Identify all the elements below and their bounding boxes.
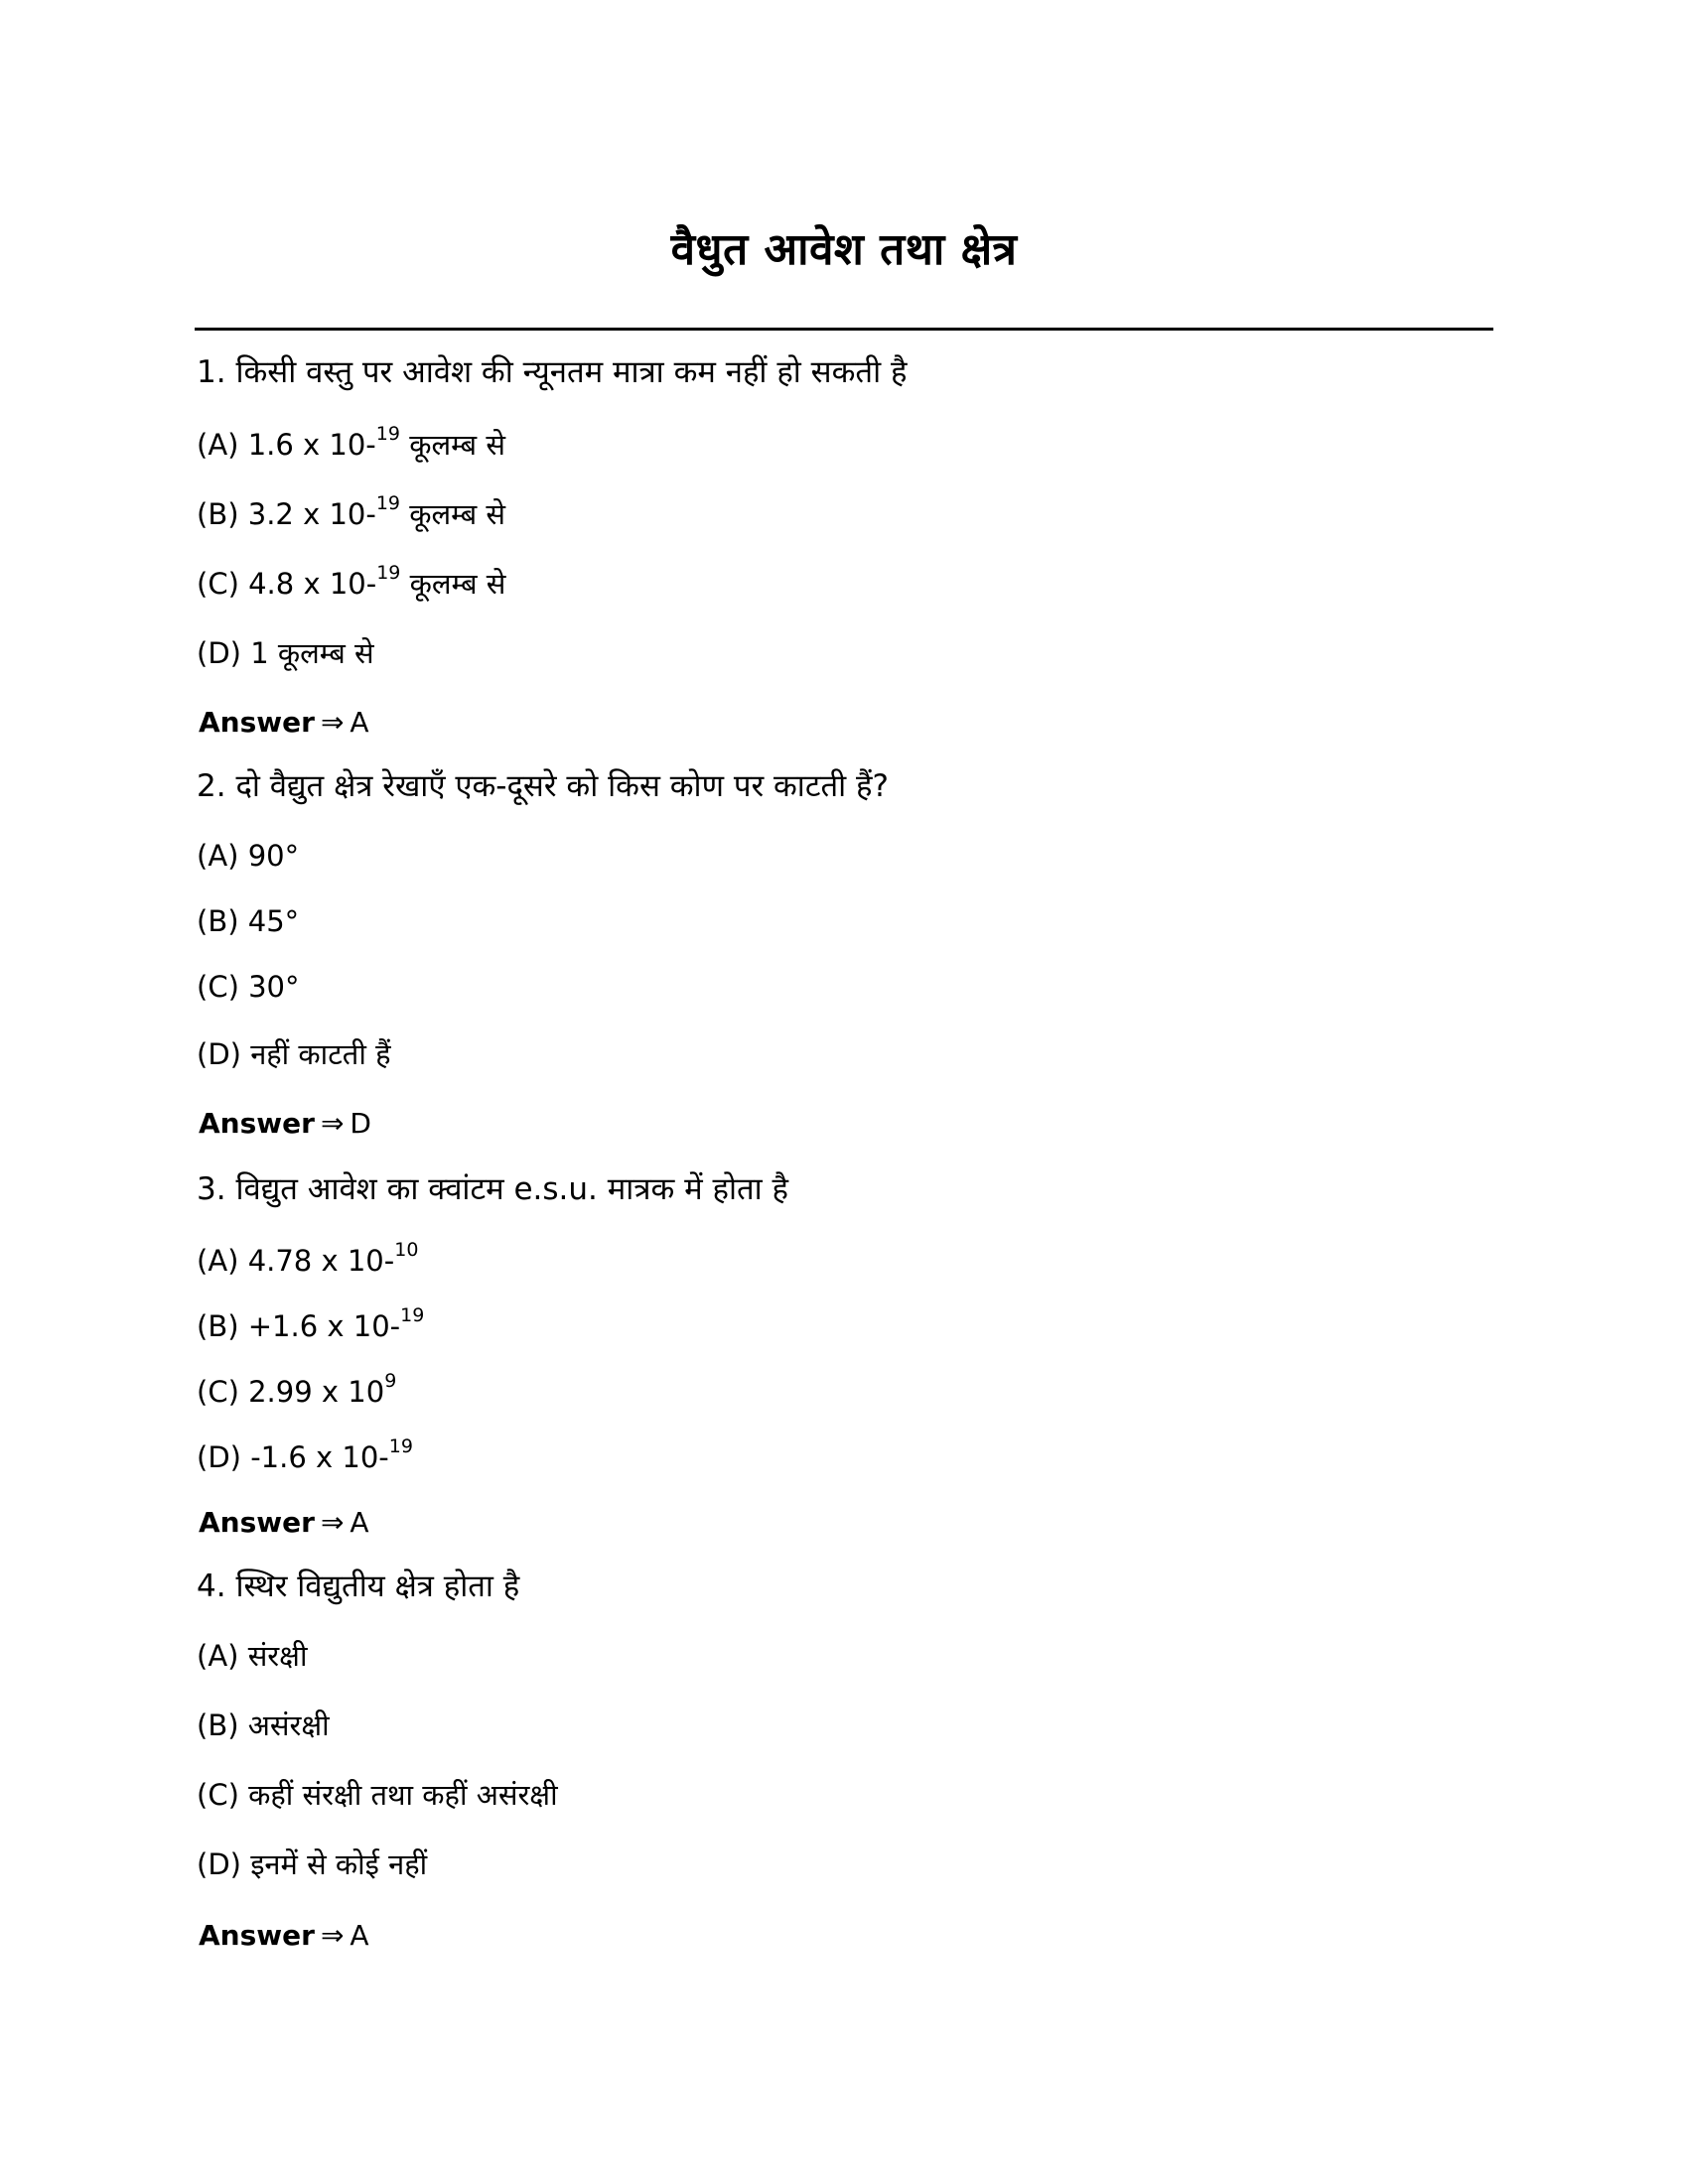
option-label: (B) <box>197 904 239 938</box>
option-exponent: 10 <box>394 1239 419 1262</box>
question-text: दो वैद्युत क्षेत्र रेखाएँ एक-दूसरे को किस कोण पर काटती हैं? <box>235 768 889 804</box>
question-1 <box>197 352 907 392</box>
option-exponent: 19 <box>376 562 401 585</box>
q2-option-d <box>197 1034 390 1074</box>
question-text: विद्युत आवेश का क्वांटम e.s.u. मात्रक में होता है <box>235 1171 788 1207</box>
question-number: 2. <box>197 768 226 804</box>
option-value: 4.78 x 10- <box>247 1244 395 1278</box>
q2-option-c <box>197 967 300 1007</box>
q3-option-b <box>197 1306 424 1346</box>
option-exponent: 19 <box>388 1435 413 1458</box>
q1-option-b <box>197 494 505 534</box>
option-value: इनमें से कोई नहीं <box>250 1847 428 1881</box>
question-2 <box>197 766 889 806</box>
option-value: 1.6 x 10- <box>247 428 376 462</box>
option-label: (D) <box>197 1037 241 1071</box>
q2-option-b <box>197 901 299 941</box>
option-label: (C) <box>197 1778 239 1812</box>
answer-value: A <box>350 706 369 739</box>
option-value: -1.6 x 10- <box>250 1440 389 1474</box>
option-label: (A) <box>197 428 239 462</box>
option-label: (A) <box>197 839 239 873</box>
question-3 <box>197 1169 788 1209</box>
option-label: (C) <box>197 970 239 1004</box>
option-label: (C) <box>197 567 239 601</box>
q3-option-c <box>197 1372 396 1412</box>
q2-answer <box>199 1104 371 1144</box>
option-value: 90° <box>247 839 300 873</box>
option-unit: कूलम्ब से <box>409 428 505 462</box>
question-text: स्थिर विद्युतीय क्षेत्र होता है <box>235 1569 520 1604</box>
option-exponent: 19 <box>375 492 401 515</box>
option-label: (D) <box>197 636 241 670</box>
answer-value: A <box>350 1506 369 1539</box>
option-value: असंरक्षी <box>247 1708 330 1742</box>
option-label: (D) <box>197 1847 241 1881</box>
q4-option-d <box>197 1844 427 1884</box>
q3-answer <box>199 1503 369 1543</box>
question-number: 3. <box>197 1171 226 1207</box>
q1-option-c <box>197 564 505 604</box>
q1-option-a <box>197 425 505 465</box>
q3-option-a <box>197 1241 418 1281</box>
option-unit: कूलम्ब से <box>409 497 505 531</box>
option-label: (A) <box>197 1639 239 1673</box>
option-label: (B) <box>197 1309 239 1343</box>
question-number: 4. <box>197 1569 226 1604</box>
q1-answer <box>199 703 369 743</box>
double-arrow-icon: ⇒ <box>320 1919 345 1952</box>
q3-option-d <box>197 1437 413 1477</box>
option-unit: कूलम्ब से <box>409 567 506 601</box>
q4-option-a <box>197 1636 307 1676</box>
option-label: (B) <box>197 1708 239 1742</box>
option-value: 2.99 x 10 <box>248 1375 385 1409</box>
option-exponent: 19 <box>375 423 400 446</box>
answer-label: Answer <box>199 1107 315 1140</box>
q4-answer <box>199 1916 369 1956</box>
option-label: (B) <box>197 497 239 531</box>
option-value: 30° <box>248 970 300 1004</box>
option-value: कहीं संरक्षी तथा कहीं असंरक्षी <box>248 1778 558 1812</box>
option-exponent: 9 <box>384 1370 397 1393</box>
option-label: (D) <box>197 1440 241 1474</box>
option-label: (A) <box>197 1244 239 1278</box>
answer-label: Answer <box>199 1919 315 1952</box>
double-arrow-icon: ⇒ <box>320 706 345 739</box>
q4-option-c <box>197 1775 558 1815</box>
option-value: +1.6 x 10- <box>247 1309 401 1343</box>
question-number: 1. <box>197 354 226 390</box>
option-unit: कूलम्ब से <box>277 636 374 670</box>
option-value: संरक्षी <box>247 1639 308 1673</box>
q1-option-d <box>197 633 374 673</box>
question-4 <box>197 1567 519 1606</box>
question-text: किसी वस्तु पर आवेश की न्यूनतम मात्रा कम नहीं हो सकती है <box>235 354 908 390</box>
double-arrow-icon: ⇒ <box>320 1506 345 1539</box>
answer-label: Answer <box>199 1506 315 1539</box>
double-arrow-icon: ⇒ <box>320 1107 345 1140</box>
answer-label: Answer <box>199 706 315 739</box>
title-divider <box>195 328 1493 331</box>
q2-option-a <box>197 836 299 876</box>
option-label: (C) <box>197 1375 239 1409</box>
option-value: 4.8 x 10- <box>248 567 377 601</box>
answer-value: D <box>350 1107 371 1140</box>
option-value: 1 <box>250 636 269 670</box>
option-value: 45° <box>247 904 300 938</box>
answer-value: A <box>350 1919 369 1952</box>
option-value: 3.2 x 10- <box>247 497 376 531</box>
q4-option-b <box>197 1706 330 1745</box>
option-exponent: 19 <box>400 1304 425 1327</box>
option-value: नहीं काटती हैं <box>250 1037 391 1071</box>
document-title: वैधुत आवेश तथा क्षेत्र <box>670 224 1018 275</box>
